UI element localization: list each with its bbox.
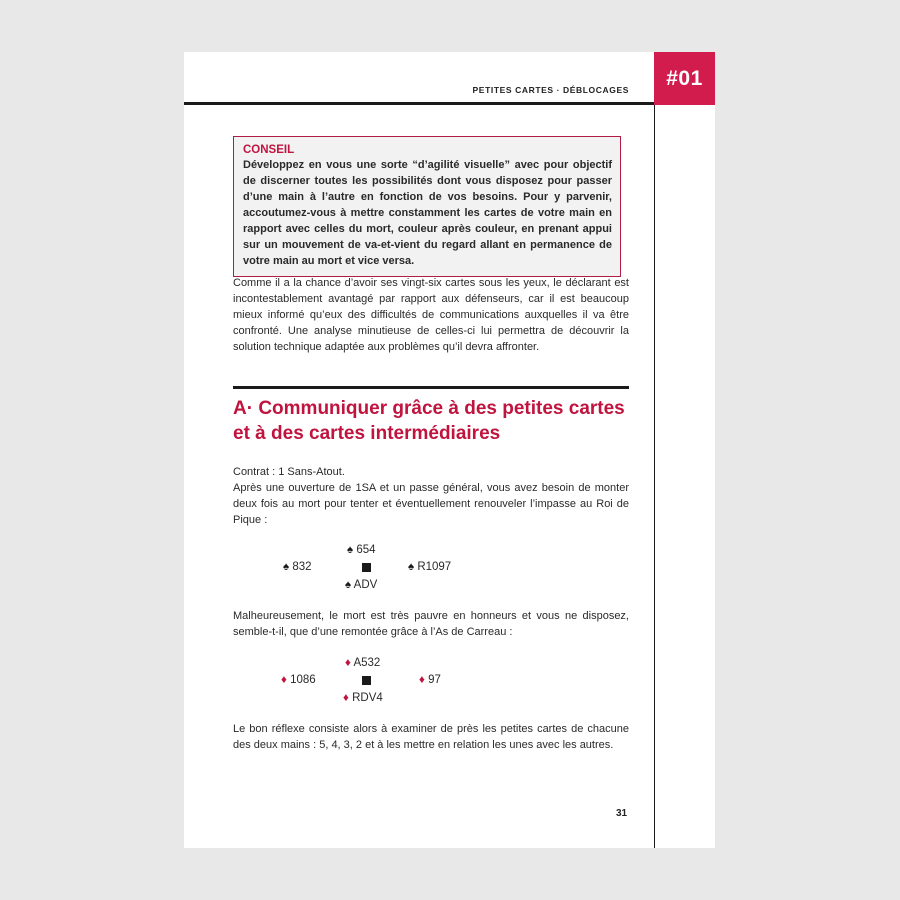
spade-icon: ♠ [347, 544, 354, 556]
deal2-south-cards: RDV4 [352, 692, 383, 704]
table-square-icon [362, 563, 371, 572]
deal1-west-cards: 832 [292, 561, 312, 573]
book-page [184, 52, 715, 848]
section-title: A· Communiquer grâce à des petites cartes et à des cartes intermédiaires [233, 398, 625, 444]
conseil-box [233, 136, 621, 277]
intro-paragraph: Comme il a la chance d’avoir ses vingt-six cartes sous les yeux, le déclarant est incontestablement avantagé par rapport aux défenseurs, car il est beaucoup mieux informé qu’eux des difficultés de communications auxquelles il va être confronté. Une analyse minutieuse de celles-ci lui permettra de découvrir la solution technique adaptée aux problèmes qu’il devra affronter. [233, 277, 629, 353]
deal1-east-cards: R1097 [417, 561, 452, 573]
contract-paragraph: Après une ouverture de 1SA et un passe général, vous avez besoin de monter deux fois au mort pour tenter et éventuellement renouveler l’impasse au Roi de Pique : [233, 482, 629, 526]
contract-line: Contrat : 1 Sans-Atout. [233, 466, 345, 478]
spade-icon: ♠ [408, 561, 415, 573]
diamond-icon: ♦ [345, 657, 351, 669]
closing-paragraph: Le bon réflexe consiste alors à examiner de près les petites cartes de chacune des deux mains : 5, 4, 3, 2 et à les mettre en relation les unes avec les autres. [233, 723, 629, 751]
deal1-north [347, 543, 376, 557]
header-rule [184, 102, 654, 105]
contract-block [233, 464, 629, 528]
margin-rule [654, 105, 655, 848]
spade-icon: ♠ [283, 561, 290, 573]
section-rule [233, 386, 629, 389]
deal2-west-cards: 1086 [290, 674, 316, 686]
page-number: 31 [616, 808, 628, 819]
running-header: PETITES CARTES · DÉBLOCAGES [472, 85, 629, 95]
chapter-tag: #01 [654, 52, 715, 105]
deal1-south-cards: ADV [353, 579, 378, 591]
table-square-icon [362, 676, 371, 685]
deal1-south [345, 578, 377, 592]
deal2-west [281, 673, 316, 687]
deal2-east [419, 673, 441, 687]
deal2-east-cards: 97 [428, 674, 441, 686]
deal1-north-cards: 654 [356, 544, 376, 556]
deal1-west [283, 560, 312, 574]
deal1-east [408, 560, 451, 574]
deal2-north-cards: A532 [353, 657, 381, 669]
deal2-south [343, 691, 383, 705]
diamond-icon: ♦ [419, 674, 425, 686]
diamond-icon: ♦ [343, 692, 349, 704]
diamond-icon: ♦ [281, 674, 287, 686]
deal2-north [345, 656, 380, 670]
spade-icon: ♠ [345, 579, 352, 591]
conseil-text: Développez en vous une sorte “d’agilité visuelle” avec pour objectif de discerner toutes les possibilités dont vous disposez pour passer d’une main à l’autre en fonction de vos besoins. Pour y parvenir, accoutumez-vous à mettre constamment les cartes de votre main en rapport avec celles du mort, couleur après couleur, en prenant appui sur un mouvement de va-et-vient du regard allant en permanence de votre main au mort et vice versa. [243, 159, 612, 267]
middle-paragraph: Malheureusement, le mort est très pauvre en honneurs et vous ne disposez, semble-t-il, que d’une remontée grâce à l’As de Carreau : [233, 610, 629, 638]
conseil-title: CONSEIL [243, 144, 295, 156]
